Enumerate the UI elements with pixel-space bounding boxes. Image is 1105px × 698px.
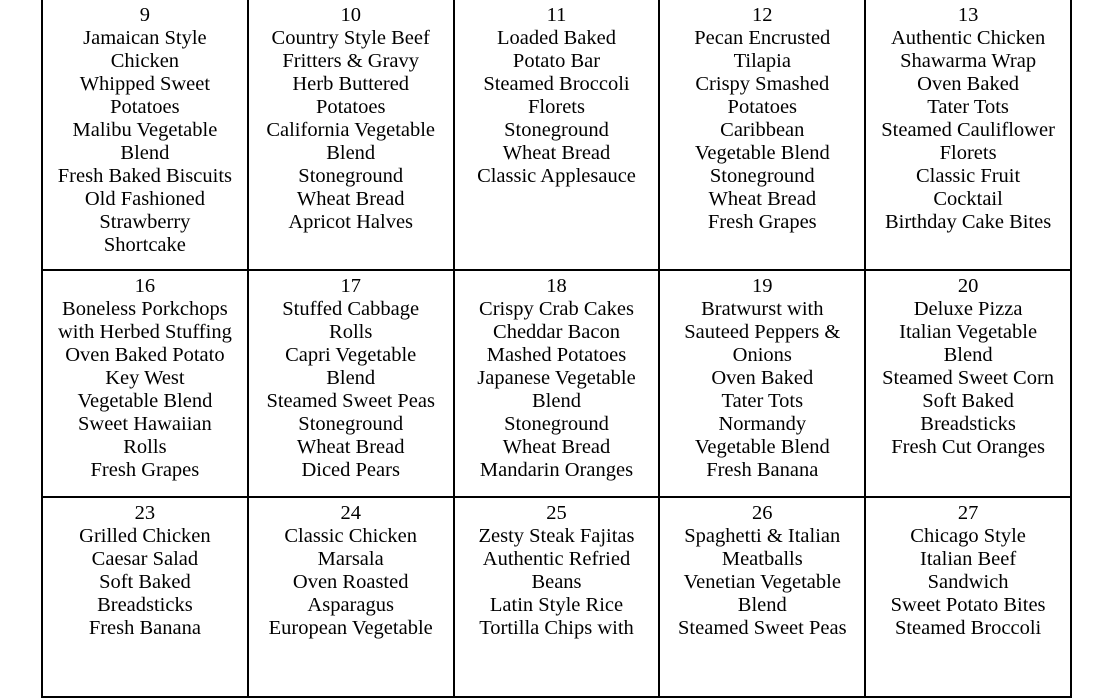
menu-item-line: Strawberry (99, 211, 191, 233)
day-cell (42, 270, 248, 497)
day-cell (659, 0, 865, 270)
menu-item-line: Sauteed Peppers & (684, 321, 841, 343)
day-number: 18 (546, 275, 567, 297)
menu-item-line: Country Style Beef (271, 27, 430, 49)
menu-item-line: Florets (528, 96, 585, 118)
menu-item-line: Beans (531, 571, 582, 593)
menu-item-line: Wheat Bread (296, 188, 405, 210)
menu-item-line: Oven Baked (711, 367, 814, 389)
menu-item-line: Crispy Crab Cakes (479, 298, 634, 320)
menu-item-line: Diced Pears (301, 459, 400, 481)
menu-item-line: California Vegetable (266, 119, 436, 141)
menu-item-line: Potatoes (727, 96, 798, 118)
menu-item-line: Old Fashioned (84, 188, 205, 210)
menu-item-line: Blend (120, 142, 170, 164)
menu-item-line: Blend (532, 390, 581, 412)
menu-item-line: Wheat Bread (502, 142, 611, 164)
day-number: 25 (546, 502, 567, 524)
menu-item-line: Steamed Broccoli (483, 73, 630, 95)
menu-item-line: Normandy (718, 413, 807, 435)
menu-item-line: Rolls (329, 321, 373, 343)
menu-item-line: Stoneground (298, 165, 404, 187)
menu-item-line: Stoneground (709, 165, 815, 187)
day-number: 17 (340, 275, 361, 297)
menu-item-line: Stoneground (298, 413, 404, 435)
menu-item-line: Shawarma Wrap (900, 50, 1037, 72)
menu-item-line: Stoneground (504, 119, 609, 141)
week-row (42, 497, 1071, 697)
menu-item-line: Vegetable Blend (694, 436, 830, 458)
day-cell (248, 497, 454, 697)
menu-item-line: Italian Vegetable (899, 321, 1038, 343)
menu-item-line: Potatoes (315, 96, 386, 118)
day-cell (454, 0, 660, 270)
menu-item-line: Stuffed Cabbage (282, 298, 420, 320)
menu-item-line: Tater Tots (927, 96, 1009, 118)
menu-item-line: Caribbean (720, 119, 805, 141)
menu-item-line: Breadsticks (920, 413, 1016, 435)
day-number: 10 (340, 4, 361, 26)
menu-item-line: Boneless Porkchops (62, 298, 228, 320)
menu-item-line: Wheat Bread (708, 188, 817, 210)
menu-item-line: Fresh Cut Oranges (891, 436, 1045, 458)
day-number: 24 (340, 502, 361, 524)
menu-item-line: Mandarin Oranges (479, 459, 634, 481)
day-number: 13 (957, 4, 979, 26)
menu-item-line: Steamed Sweet Peas (678, 617, 847, 639)
menu-item-line: Oven Baked Potato (65, 344, 225, 366)
day-number: 26 (752, 502, 773, 524)
menu-item-line: Pecan Encrusted (694, 27, 831, 49)
menu-item-line: Crispy Smashed (695, 73, 830, 95)
menu-item-line: Sandwich (927, 571, 1009, 593)
menu-item-line: Blend (326, 367, 376, 389)
menu-item-line: Fresh Banana (706, 459, 819, 481)
day-number: 9 (139, 4, 151, 26)
menu-item-line: Apricot Halves (288, 211, 414, 233)
menu-item-line: Potatoes (110, 96, 180, 118)
menu-item-line: Latin Style Rice (489, 594, 624, 616)
day-cell (454, 497, 660, 697)
menu-item-line: Loaded Baked (497, 27, 616, 49)
menu-item-line: Blend (737, 594, 787, 616)
menu-item-line: Onions (732, 344, 792, 366)
menu-item-line: Blend (326, 142, 376, 164)
day-cell (865, 0, 1071, 270)
menu-item-line: Jamaican Style (83, 27, 207, 49)
menu-item-line: Bratwurst with (701, 298, 824, 320)
menu-item-line: Malibu Vegetable (72, 119, 218, 141)
day-number: 12 (752, 4, 773, 26)
menu-calendar-body (42, 0, 1071, 697)
menu-item-line: Sweet Potato Bites (890, 594, 1046, 616)
menu-item-line: Tater Tots (721, 390, 804, 412)
menu-item-line: Herb Buttered (292, 73, 410, 95)
day-cell (248, 270, 454, 497)
menu-item-line: Tortilla Chips with (479, 617, 634, 639)
menu-item-line: Marsala (317, 548, 384, 570)
menu-item-line: Spaghetti & Italian (684, 525, 841, 547)
week-row (42, 270, 1071, 497)
menu-item-line: Fresh Baked Biscuits (57, 165, 233, 187)
menu-item-line: Fresh Grapes (707, 211, 817, 233)
menu-item-line: Cocktail (933, 188, 1003, 210)
day-number: 19 (752, 275, 773, 297)
menu-item-line: Fresh Banana (88, 617, 201, 639)
menu-item-line: Soft Baked (922, 390, 1014, 412)
menu-item-line: Birthday Cake Bites (884, 211, 1052, 233)
menu-item-line: Steamed Broccoli (894, 617, 1042, 639)
menu-item-line: Whipped Sweet (79, 73, 211, 95)
menu-item-line: Vegetable Blend (694, 142, 830, 164)
menu-calendar-grid (41, 0, 1072, 698)
menu-item-line: Sweet Hawaiian (78, 413, 212, 435)
menu-item-line: Mashed Potatoes (486, 344, 627, 366)
day-number: 23 (134, 502, 156, 524)
menu-item-line: Zesty Steak Fajitas (478, 525, 635, 547)
menu-item-line: Steamed Sweet Peas (266, 390, 435, 412)
menu-item-line: Deluxe Pizza (913, 298, 1023, 320)
day-cell (42, 497, 248, 697)
menu-item-line: Potato Bar (512, 50, 601, 72)
menu-item-line: Wheat Bread (296, 436, 405, 458)
menu-item-line: Capri Vegetable (285, 344, 417, 366)
menu-item-line: Stoneground (504, 413, 609, 435)
day-number: 16 (134, 275, 156, 297)
menu-item-line: Oven Roasted (292, 571, 409, 593)
menu-item-line: Meatballs (721, 548, 803, 570)
menu-item-line: Shortcake (103, 234, 186, 256)
menu-item-line: Oven Baked (917, 73, 1020, 95)
menu-item-line: Caesar Salad (91, 548, 199, 570)
menu-item-line: Fritters & Gravy (282, 50, 420, 72)
menu-item-line: with Herbed Stuffing (57, 321, 232, 343)
day-cell (865, 497, 1071, 697)
day-cell (248, 0, 454, 270)
menu-item-line: Fresh Grapes (90, 459, 200, 481)
menu-item-line: Asparagus (307, 594, 394, 616)
menu-item-line: Blend (943, 344, 993, 366)
day-cell (454, 270, 660, 497)
menu-item-line: Authentic Refried (482, 548, 631, 570)
menu-item-line: Breadsticks (97, 594, 193, 616)
menu-item-line: Rolls (123, 436, 167, 458)
day-cell (659, 270, 865, 497)
menu-item-line: Grilled Chicken (79, 525, 211, 547)
menu-item-line: Classic Chicken (284, 525, 418, 547)
menu-item-line: Florets (939, 142, 997, 164)
menu-item-line: Key West (105, 367, 185, 389)
week-row (42, 0, 1071, 270)
menu-item-line: Classic Applesauce (477, 165, 636, 187)
menu-item-line: Tilapia (733, 50, 791, 72)
menu-item-line: Wheat Bread (502, 436, 611, 458)
day-number: 27 (957, 502, 979, 524)
menu-item-line: Chicago Style (910, 525, 1026, 547)
menu-item-line: Venetian Vegetable (683, 571, 841, 593)
menu-item-line: Chicken (110, 50, 180, 72)
menu-item-line: Italian Beef (920, 548, 1017, 570)
day-cell (42, 0, 248, 270)
menu-item-line: Steamed Sweet Corn (882, 367, 1055, 389)
menu-item-line: Japanese Vegetable (477, 367, 636, 389)
day-number: 20 (957, 275, 979, 297)
menu-item-line: Steamed Cauliflower (881, 119, 1055, 141)
menu-item-line: European Vegetable (268, 617, 433, 639)
day-cell (865, 270, 1071, 497)
day-number: 11 (546, 4, 567, 26)
menu-item-line: Soft Baked (99, 571, 191, 593)
menu-item-line: Cheddar Bacon (493, 321, 620, 343)
menu-item-line: Authentic Chicken (890, 27, 1046, 49)
menu-item-line: Classic Fruit (915, 165, 1021, 187)
day-cell (659, 497, 865, 697)
menu-item-line: Vegetable Blend (77, 390, 213, 412)
